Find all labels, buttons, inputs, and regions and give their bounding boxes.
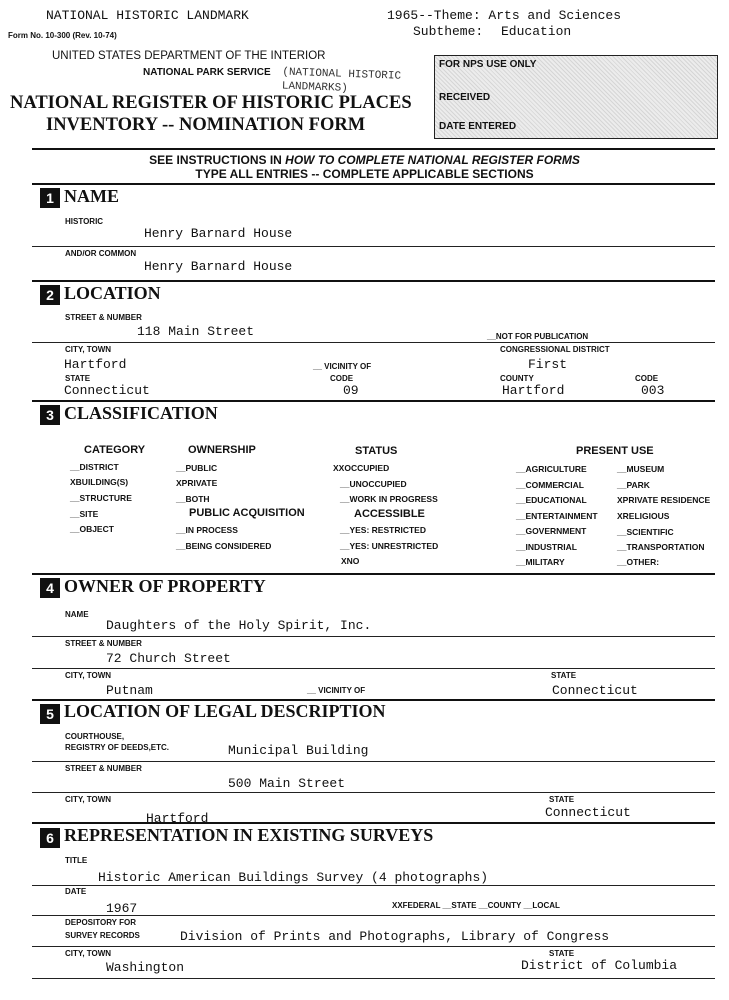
form-title-line2: INVENTORY -- NOMINATION FORM xyxy=(46,115,366,135)
owner-name-label: NAME xyxy=(65,610,89,619)
divider xyxy=(32,668,715,669)
depository-label-2: SURVEY RECORDS xyxy=(65,931,140,940)
status-work-in-progress[interactable]: __WORK IN PROGRESS xyxy=(340,494,438,504)
congressional-field[interactable]: First xyxy=(528,357,568,372)
status-unoccupied[interactable]: __UNOCCUPIED xyxy=(340,479,407,489)
date-entered-label: DATE ENTERED xyxy=(439,121,517,132)
city-field[interactable]: Hartford xyxy=(64,357,127,372)
legal-street-label: STREET & NUMBER xyxy=(65,764,142,773)
ownership-both[interactable]: __BOTH xyxy=(176,494,210,504)
congressional-label: CONGRESSIONAL DISTRICT xyxy=(500,345,610,354)
city-label: CITY, TOWN xyxy=(65,345,112,354)
legal-city-field[interactable]: Hartford xyxy=(146,811,209,826)
divider xyxy=(32,148,715,150)
divider xyxy=(32,573,715,575)
instructions-line1: SEE INSTRUCTIONS IN HOW TO COMPLETE NATIONAL REGISTER FORMS xyxy=(149,153,580,167)
survey-title-field[interactable]: Historic American Buildings Survey (4 photographs) xyxy=(98,870,489,885)
nps-use-label: FOR NPS USE ONLY xyxy=(439,59,537,70)
owner-state-label: STATE xyxy=(551,671,577,680)
legal-city-label: CITY, TOWN xyxy=(65,795,112,804)
legal-state-field[interactable]: Connecticut xyxy=(545,805,631,820)
courthouse-label: COURTHOUSE, xyxy=(65,732,125,741)
subtheme-label: Subtheme: xyxy=(413,24,484,39)
street-label: STREET & NUMBER xyxy=(65,313,142,322)
owner-street-label: STREET & NUMBER xyxy=(65,639,142,648)
survey-title-label: TITLE xyxy=(65,856,88,865)
divider xyxy=(32,636,715,637)
status-occupied[interactable]: XXOCCUPIED xyxy=(333,463,390,473)
form-title-line1: NATIONAL REGISTER OF HISTORIC PLACES xyxy=(10,93,412,113)
survey-state-field[interactable]: District of Columbia xyxy=(521,958,678,973)
accessible-no[interactable]: XNO xyxy=(341,556,360,566)
section-title-legal: LOCATION OF LEGAL DESCRIPTION xyxy=(64,701,386,721)
use-government[interactable]: __GOVERNMENT xyxy=(516,526,587,536)
section-number: 5 xyxy=(40,704,60,724)
divider xyxy=(32,280,715,282)
divider xyxy=(32,822,715,824)
county-code-label: CODE xyxy=(635,374,659,383)
category-buildings[interactable]: XBUILDING(S) xyxy=(70,477,129,487)
state-code-field[interactable]: 09 xyxy=(343,383,359,398)
park-service: NATIONAL PARK SERVICE xyxy=(143,67,271,78)
divider xyxy=(32,885,715,886)
divider xyxy=(32,342,715,343)
divider xyxy=(32,183,715,185)
survey-date-label: DATE xyxy=(65,887,87,896)
section-title-surveys: REPRESENTATION IN EXISTING SURVEYS xyxy=(64,825,434,845)
survey-date-field[interactable]: 1967 xyxy=(106,901,138,916)
subtheme-value: Education xyxy=(501,24,572,39)
category-header: CATEGORY xyxy=(84,444,146,456)
owner-city-field[interactable]: Putnam xyxy=(106,683,153,698)
use-transportation[interactable]: __TRANSPORTATION xyxy=(617,542,705,552)
code-label: CODE xyxy=(330,374,354,383)
survey-state-label: STATE xyxy=(549,949,575,958)
divider xyxy=(32,978,715,979)
ownership-header: OWNERSHIP xyxy=(188,444,256,456)
handwritten-annotation: (NATIONAL HISTORIC LANDMARKS) xyxy=(281,66,402,95)
depository-label-1: DEPOSITORY FOR xyxy=(65,918,136,927)
use-industrial[interactable]: __INDUSTRIAL xyxy=(516,542,577,552)
acquisition-in-process[interactable]: __IN PROCESS xyxy=(176,525,238,535)
accessible-header: ACCESSIBLE xyxy=(354,508,425,520)
historic-label: HISTORIC xyxy=(65,217,104,226)
form-number: Form No. 10-300 (Rev. 10-74) xyxy=(8,31,117,40)
legal-state-label: STATE xyxy=(549,795,575,804)
section-title-classification: CLASSIFICATION xyxy=(64,403,218,423)
divider xyxy=(32,915,715,916)
owner-street-field[interactable]: 72 Church Street xyxy=(106,651,231,666)
owner-name-field[interactable]: Daughters of the Holy Spirit, Inc. xyxy=(106,618,372,633)
section-number: 3 xyxy=(40,405,60,425)
divider xyxy=(32,246,715,247)
status-header: STATUS xyxy=(355,445,398,457)
section-number: 2 xyxy=(40,285,60,305)
use-commercial[interactable]: __COMMERCIAL xyxy=(516,480,585,490)
owner-state-field[interactable]: Connecticut xyxy=(552,683,638,698)
survey-city-field[interactable]: Washington xyxy=(106,960,185,975)
depository-field[interactable]: Division of Prints and Photographs, Library of Congress xyxy=(180,929,610,944)
use-other[interactable]: __OTHER: xyxy=(617,557,660,567)
owner-vicinity-of: __ VICINITY OF xyxy=(307,686,366,695)
not-for-publication: __NOT FOR PUBLICATION xyxy=(487,332,589,341)
department: UNITED STATES DEPARTMENT OF THE INTERIOR xyxy=(52,50,326,62)
acquisition-being-considered[interactable]: __BEING CONSIDERED xyxy=(176,541,272,551)
divider xyxy=(32,946,715,947)
ownership-private[interactable]: XPRIVATE xyxy=(176,478,218,488)
county-field[interactable]: Hartford xyxy=(502,383,565,398)
historic-name-field[interactable]: Henry Barnard House xyxy=(144,226,293,241)
county-code-field[interactable]: 003 xyxy=(641,383,665,398)
divider xyxy=(32,792,715,793)
category-structure[interactable]: __STRUCTURE xyxy=(70,493,132,503)
category-site[interactable]: __SITE xyxy=(70,509,99,519)
present-use-header: PRESENT USE xyxy=(576,445,654,457)
survey-city-label: CITY, TOWN xyxy=(65,949,112,958)
use-military[interactable]: __MILITARY xyxy=(516,557,565,567)
divider xyxy=(32,400,715,402)
state-label: STATE xyxy=(65,374,91,383)
section-number: 1 xyxy=(40,188,60,208)
landmark-label: NATIONAL HISTORIC LANDMARK xyxy=(46,8,249,23)
section-number: 6 xyxy=(40,828,60,848)
category-object[interactable]: __OBJECT xyxy=(70,524,114,534)
use-entertainment[interactable]: __ENTERTAINMENT xyxy=(516,511,598,521)
category-district[interactable]: __DISTRICT xyxy=(70,462,119,472)
courthouse-field[interactable]: Municipal Building xyxy=(228,743,369,758)
use-private-residence[interactable]: XPRIVATE RESIDENCE xyxy=(617,495,711,505)
use-scientific[interactable]: __SCIENTIFIC xyxy=(617,527,674,537)
legal-street-field[interactable]: 500 Main Street xyxy=(228,776,346,791)
theme: 1965--Theme: Arts and Sciences xyxy=(387,8,622,23)
vicinity-of: __ VICINITY OF xyxy=(313,362,372,371)
accessible-restricted[interactable]: __YES: RESTRICTED xyxy=(340,525,426,535)
common-name-field[interactable]: Henry Barnard House xyxy=(144,259,293,274)
divider xyxy=(32,761,715,762)
nps-use-box xyxy=(434,55,718,139)
accessible-unrestricted[interactable]: __YES: UNRESTRICTED xyxy=(340,541,439,551)
use-museum[interactable]: __MUSEUM xyxy=(617,464,665,474)
received-label: RECEIVED xyxy=(439,92,491,103)
street-field[interactable]: 118 Main Street xyxy=(137,324,255,339)
ownership-public[interactable]: __PUBLIC xyxy=(176,463,218,473)
survey-levels[interactable]: XXFEDERAL __STATE __COUNTY __LOCAL xyxy=(392,901,560,910)
state-field[interactable]: Connecticut xyxy=(64,383,150,398)
public-acquisition-header: PUBLIC ACQUISITION xyxy=(189,507,305,519)
section-number: 4 xyxy=(40,578,60,598)
common-name-label: AND/OR COMMON xyxy=(65,249,137,258)
use-educational[interactable]: __EDUCATIONAL xyxy=(516,495,587,505)
registry-label: REGISTRY OF DEEDS,ETC. xyxy=(65,743,170,752)
county-label: COUNTY xyxy=(500,374,534,383)
use-park[interactable]: __PARK xyxy=(617,480,650,490)
use-agriculture[interactable]: __AGRICULTURE xyxy=(516,464,587,474)
use-religious[interactable]: XRELIGIOUS xyxy=(617,511,670,521)
section-title-location: LOCATION xyxy=(64,283,161,303)
owner-city-label: CITY, TOWN xyxy=(65,671,112,680)
section-title-name: NAME xyxy=(64,186,119,206)
instructions-line2: TYPE ALL ENTRIES -- COMPLETE APPLICABLE SECTIONS xyxy=(195,167,534,181)
section-title-owner: OWNER OF PROPERTY xyxy=(64,576,266,596)
